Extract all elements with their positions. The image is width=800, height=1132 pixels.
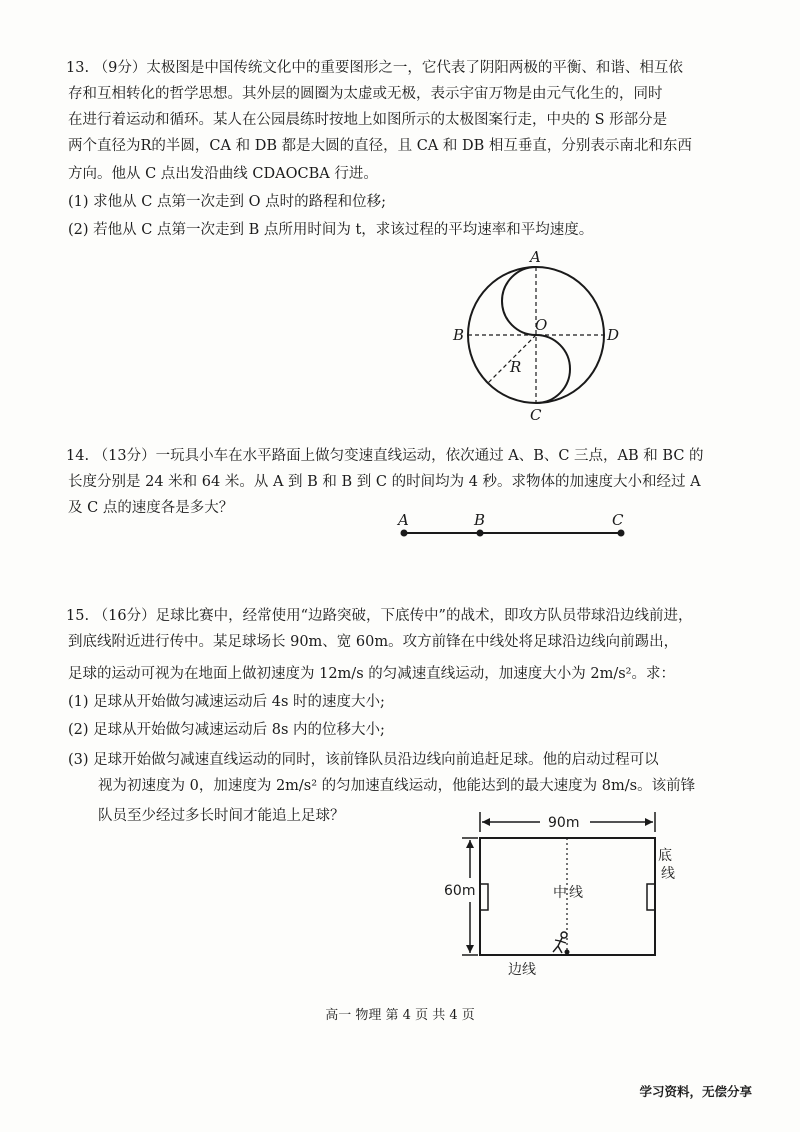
point-a xyxy=(401,530,408,537)
length-label: 90m xyxy=(548,815,580,831)
label-r: R xyxy=(510,358,522,376)
watermark-text: 学习资料，无偿分享 xyxy=(639,1084,752,1099)
page-footer: 高一 物理 第 4 页 共 4 页 xyxy=(325,1008,475,1023)
arrowhead-left xyxy=(482,818,490,826)
q15-sub-1: (1) 足球从开始做匀减速运动后 4s 时的速度大小; xyxy=(68,694,385,710)
label-a: A xyxy=(530,248,541,266)
runner-icon xyxy=(553,932,567,953)
label-b: B xyxy=(453,326,465,344)
q15-sub-2: (2) 足球从开始做匀减速运动后 8s 内的位移大小; xyxy=(68,722,385,738)
q13-line-5: 方向。他从 C 点出发沿曲线 CDAOCBA 行进。 xyxy=(68,166,378,182)
q13-line-2: 存和互相转化的哲学思想。其外层的圆圈为太虚或无极，表示宇宙万物是由元气化生的，同时 xyxy=(68,86,663,102)
field-boundary xyxy=(480,838,655,955)
midline-label-2: 线 xyxy=(569,885,583,901)
q14-line-1: 14. （13分）一玩具小车在水平路面上做匀变速直线运动，依次通过 A、B、C 三点，AB 和 BC 的 xyxy=(66,448,704,464)
q15-line-3: 足球的运动可视为在地面上做初速度为 12m/s 的匀减速直线运动，加速度大小为 2m/s²。求： xyxy=(68,666,675,682)
q15-line-2: 到底线附近进行传中。某足球场长 90m、宽 60m。攻方前锋在中线处将足球沿边线向前踢出， xyxy=(68,634,679,650)
q15-sub-3: (3) 足球开始做匀减速直线运动的同时，该前锋队员沿边线向前追赶足球。他的启动过程可以 xyxy=(68,752,659,768)
endline-label-1: 底 xyxy=(658,848,672,864)
label-d: D xyxy=(607,326,620,344)
point-c xyxy=(618,530,625,537)
goal-right xyxy=(647,884,655,910)
abc-line-figure xyxy=(390,504,630,548)
label-c: C xyxy=(530,406,542,424)
q13-line-3: 在进行着运动和循环。某人在公园晨练时按地上如图所示的太极图案行走，中央的 S 形部分是 xyxy=(68,112,668,128)
q15-sub-3-cont: 视为初速度为 0，加速度为 2m/s² 的匀加速直线运动，他能达到的最大速度为 8m/s。该前锋 xyxy=(98,778,696,794)
q13-sub-2: (2) 若他从 C 点第一次走到 B 点所用时间为 t，求该过程的平均速率和平均速度。 xyxy=(68,222,594,238)
taiji-figure xyxy=(440,244,630,424)
label-a: A xyxy=(398,511,409,529)
q13-line-1: 13. （9分）太极图是中国传统文化中的重要图形之一，它代表了阴阳两极的平衡、和谐、相互依 xyxy=(66,60,683,76)
midline-label-1: 中 xyxy=(553,885,567,901)
q13-line-4: 两个直径为R的半圆，CA 和 DB 都是大圆的直径，且 CA 和 DB 相互垂直，分别表示南北和东西 xyxy=(68,138,692,154)
label-c: C xyxy=(612,511,624,529)
q15-sub-3-cont2: 队员至少经过多长时间才能追上足球？ xyxy=(98,808,345,824)
arrowhead-bottom xyxy=(466,945,474,953)
football-field-figure xyxy=(440,808,690,980)
sideline-label: 边线 xyxy=(508,962,536,978)
goal-left xyxy=(480,884,488,910)
label-o: O xyxy=(535,316,548,334)
q14-line-3: 及 C 点的速度各是多大？ xyxy=(68,500,234,516)
point-b xyxy=(477,530,484,537)
endline-label-2: 线 xyxy=(661,866,675,882)
q13-sub-1: (1) 求他从 C 点第一次走到 O 点时的路程和位移; xyxy=(68,194,386,210)
label-b: B xyxy=(474,511,486,529)
width-label: 60m xyxy=(444,883,476,899)
ball-icon xyxy=(565,950,570,955)
q14-line-2: 长度分别是 24 米和 64 米。从 A 到 B 和 B 到 C 的时间均为 4 秒。求物体的加速度大小和经过 A xyxy=(68,474,701,490)
q15-line-1: 15. （16分）足球比赛中，经常使用“边路突破，下底传中”的战术，即攻方队员带球沿边线前进， xyxy=(66,608,693,624)
arrowhead-top xyxy=(466,840,474,848)
arrowhead-right xyxy=(645,818,653,826)
